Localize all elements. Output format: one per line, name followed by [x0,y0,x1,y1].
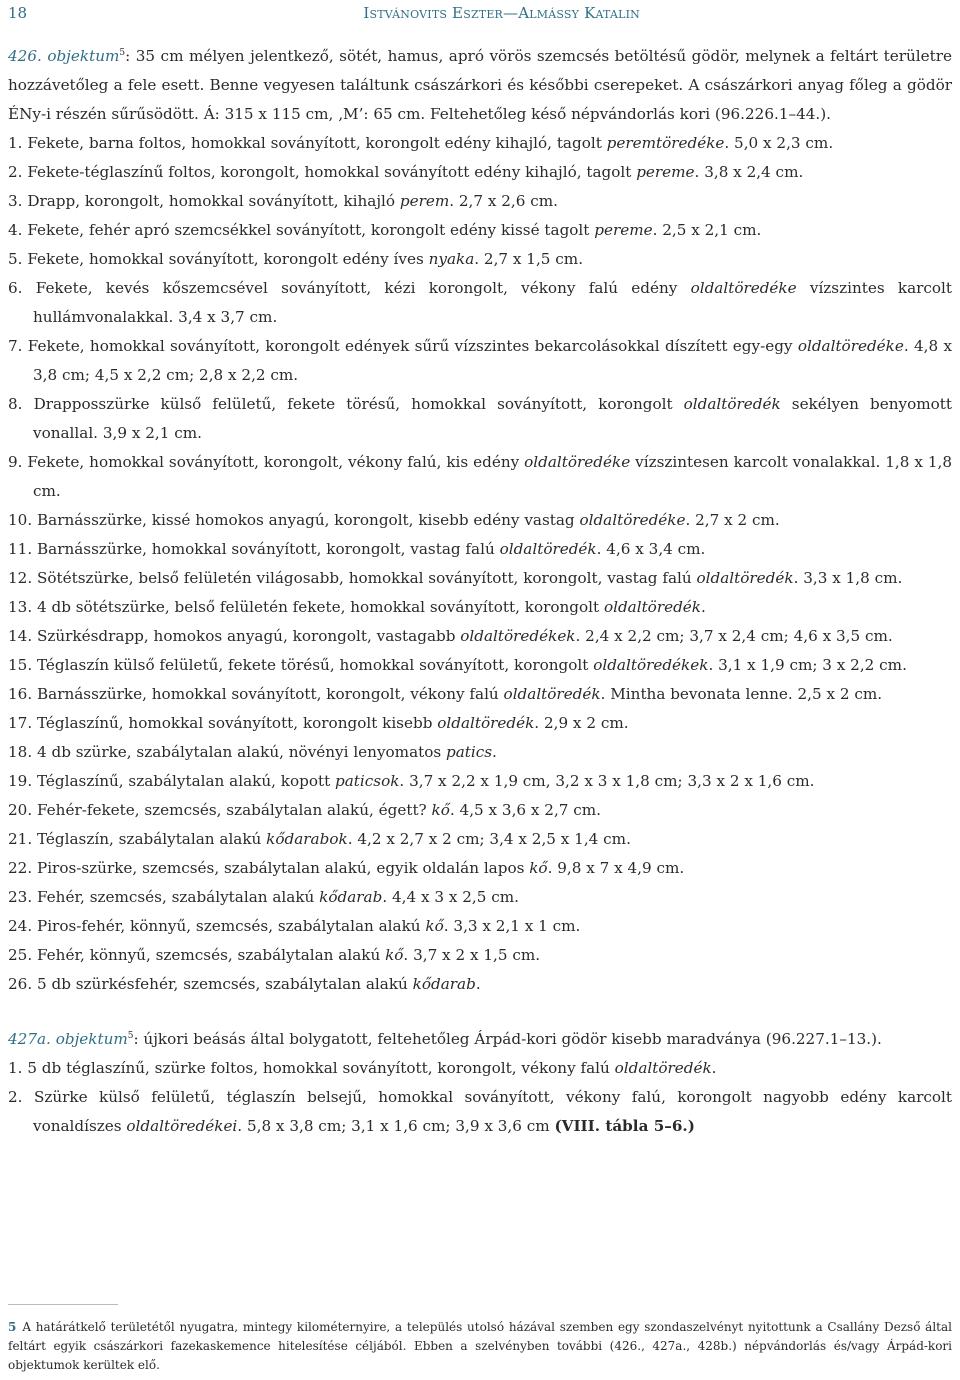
list-item [8,796,952,825]
item-measure: . 2,4 x 2,2 cm; 3,7 x 2,4 cm; 4,6 x 3,5 cm. [575,627,893,645]
list-item [8,274,952,332]
item-term: kődarab [319,888,383,906]
footnote-number: 5 [8,1320,17,1334]
list-item [8,854,952,883]
footnote [8,1318,952,1375]
item-measure: sekélyen benyomott vonallal. 3,9 x 2,1 cm. [33,395,952,442]
item-measure: . 3,3 x 1,8 cm. [793,569,903,587]
item-term: oldaltöredékek [460,627,576,645]
item-term: kődarab [412,975,476,993]
list-item [8,912,952,941]
running-title: Istvánovits Eszter—Almássy Katalin [363,4,640,22]
item-measure: . 2,7 x 2,6 cm. [449,192,558,210]
list-item [8,158,952,187]
item-measure: . 3,8 x 2,4 cm. [694,163,804,181]
object-text: : 35 cm mélyen jelentkező, sötét, hamus, apró vörös szemcsés betöltésű gödör, melynek a feltárt területre hozzávetőleg a fele esett. Benne vegyesen találtunk császárkori és későbbi cserepeket. A császárkori anyag főleg a gödör ÉNy-i részén sűrűsödött. Á: 315 x 115 cm, ‚M’: 65 cm. Feltehetőleg késő népvándorlás kori (96.226.1–44.). [8,47,952,123]
item-term: oldaltöredéke [797,337,904,355]
item-term: patics [446,743,493,761]
list-item [8,622,952,651]
item-text: 5. Fekete, homokkal soványított, korongolt edény íves [8,250,429,268]
item-text: 8. Drapposszürke külső felületű, fekete törésű, homokkal soványított, korongolt [8,395,684,413]
item-measure: . [475,975,481,993]
list-item [8,216,952,245]
list-item [8,767,952,796]
item-text: 6. Fekete, kevés kőszemcsével soványított, kézi korongolt, vékony falú edény [8,279,691,297]
item-text: 15. Téglaszín külső felületű, fekete törésű, homokkal soványított, korongolt [8,656,594,674]
object-text: : újkori beásás által bolygatott, feltehetőleg Árpád-kori gödör kisebb maradványa (96.227.1–13.). [133,1030,882,1048]
item-text: 24. Piros-fehér, könnyű, szemcsés, szabálytalan alakú [8,917,426,935]
item-measure: . 2,7 x 1,5 cm. [474,250,584,268]
item-term: nyaka [428,250,475,268]
item-measure: . [700,598,706,616]
item-measure: . 3,7 x 2,2 x 1,9 cm, 3,2 x 3 x 1,8 cm; 3,3 x 2 x 1,6 cm. [399,772,815,790]
list-item [8,593,952,622]
main-text [8,42,952,1141]
list-item [8,564,952,593]
item-term: oldaltöredék [603,598,701,616]
item-text: 10. Barnásszürke, kissé homokos anyagú, korongolt, kisebb edény vastag [8,511,580,529]
item-text: 20. Fehér-fekete, szemcsés, szabálytalan alakú, égett? [8,801,432,819]
item-text: 4. Fekete, fehér apró szemcsékkel soványított, korongolt edény kissé tagolt [8,221,595,239]
plate-reference: (VIII. tábla 5–6.) [554,1117,695,1135]
item-text: 19. Téglaszínű, szabálytalan alakú, kopott [8,772,336,790]
item-text: 2. Szürke külső felületű, téglaszín belsejű, homokkal soványított, vékony falú, korongolt nagyobb edény karcolt vonaldíszes [8,1088,952,1135]
item-term: oldaltöredék [614,1059,712,1077]
item-text: 21. Téglaszín, szabálytalan alakú [8,830,267,848]
footnote-text: A határátkelő területétől nyugatra, mintegy kilométernyire, a település utolsó házával szemben egy szondaszelvényt nyitottunk a Csallány Dezső által feltárt egyik császárkori fazekaskemence hitelesítése céljából. Ebben a szelvényben további (426., 427a., 428b.) népvándorlás és/vagy Árpád-kori objektumok kerültek elő. [8,1320,952,1372]
item-term: oldaltöredékek [593,656,709,674]
footnote-rule [8,1304,118,1305]
item-text: 13. 4 db sötétszürke, belső felületén fekete, homokkal soványított, korongolt [8,598,604,616]
item-text: 26. 5 db szürkésfehér, szemcsés, szabálytalan alakú [8,975,413,993]
item-measure: . 2,5 x 2,1 cm. [652,221,762,239]
item-measure: . 3,1 x 1,9 cm; 3 x 2,2 cm. [708,656,907,674]
object-label: 426. objektum [8,47,120,65]
item-text: 14. Szürkésdrapp, homokos anyagú, korongolt, vastagabb [8,627,461,645]
item-term: oldaltöredék [437,714,535,732]
item-text: 11. Barnásszürke, homokkal soványított, korongolt, vastag falú [8,540,500,558]
item-measure: . 4,4 x 3 x 2,5 cm. [382,888,519,906]
item-term: kő [529,859,548,877]
item-measure: . 2,9 x 2 cm. [534,714,629,732]
item-term: pereme [636,163,695,181]
item-text: 25. Fehér, könnyű, szemcsés, szabálytalan alakú [8,946,386,964]
list-item [8,245,952,274]
item-term: oldaltöredéke [579,511,686,529]
footnote-ref[interactable]: 5 [127,1030,134,1041]
item-text: 1. 5 db téglaszínű, szürke foltos, homokkal soványított, korongolt, vékony falú [8,1059,615,1077]
object-label: 427a. objektum [8,1030,128,1048]
item-term: oldaltöredék [499,540,597,558]
list-item [8,129,952,158]
list-item [8,825,952,854]
item-measure: . 3,3 x 2,1 x 1 cm. [443,917,581,935]
item-text: 2. Fekete-téglaszínű foltos, korongolt, homokkal soványított edény kihajló, tagolt [8,163,637,181]
list-item [8,680,952,709]
item-measure: . [492,743,497,761]
item-measure: . 4,8 x 3,8 cm; 4,5 x 2,2 cm; 2,8 x 2,2 cm. [33,337,953,384]
item-text: 16. Barnásszürke, homokkal soványított, korongolt, vékony falú [8,685,504,703]
item-term: kő [431,801,450,819]
item-term: oldaltöredék [683,395,781,413]
item-text: 17. Téglaszínű, homokkal soványított, korongolt kisebb [8,714,438,732]
item-measure: . [711,1059,717,1077]
item-term: oldaltöredék [696,569,794,587]
list-item [8,535,952,564]
object-426-items [8,129,952,999]
item-term: pereme [594,221,653,239]
list-item [8,448,952,506]
item-measure: . 4,6 x 3,4 cm. [596,540,706,558]
item-term: perem [399,192,450,210]
item-text: 12. Sötétszürke, belső felületén világosabb, homokkal soványított, korongolt, vastag falú [8,569,697,587]
item-term: paticsok [335,772,400,790]
item-measure: . 3,7 x 2 x 1,5 cm. [403,946,541,964]
item-text: 18. 4 db szürke, szabálytalan alakú, növényi lenyomatos [8,743,446,761]
list-item [8,970,952,999]
object-427a-items [8,1054,952,1141]
item-text: 3. Drapp, korongolt, homokkal soványított, kihajló [8,192,400,210]
item-text: 7. Fekete, homokkal soványított, korongolt edények sűrű vízszintes bekarcolásokkal díszített egy-egy [8,337,798,355]
page-number: 18 [8,4,28,22]
footnote-ref[interactable]: 5 [119,47,126,58]
list-item [8,651,952,680]
item-text: 23. Fehér, szemcsés, szabálytalan alakú [8,888,320,906]
item-term: kő [385,946,404,964]
item-term: oldaltöredéke [690,279,797,297]
item-term: peremtöredéke [606,134,725,152]
item-text: 22. Piros-szürke, szemcsés, szabálytalan alakú, egyik oldalán lapos [8,859,530,877]
item-term: oldaltöredék [503,685,601,703]
item-measure: vízszintesen karcolt vonalakkal. 1,8 x 1,8 cm. [33,453,952,500]
item-text: 9. Fekete, homokkal soványított, korongolt, vékony falú, kis edény [8,453,525,471]
item-measure: . 5,8 x 3,8 cm; 3,1 x 1,6 cm; 3,9 x 3,6 cm [237,1117,555,1135]
item-measure: . 4,5 x 3,6 x 2,7 cm. [449,801,602,819]
item-term: oldaltöredéke [524,453,631,471]
item-measure: . 5,0 x 2,3 cm. [724,134,834,152]
list-item [8,506,952,535]
item-measure: . 9,8 x 7 x 4,9 cm. [547,859,685,877]
item-text: 1. Fekete, barna foltos, homokkal soványított, korongolt edény kihajló, tagolt [8,134,607,152]
item-term: kő [425,917,444,935]
list-item [8,709,952,738]
list-item [8,1054,952,1083]
list-item [8,390,952,448]
item-measure: . Mintha bevonata lenne. 2,5 x 2 cm. [600,685,883,703]
list-item [8,187,952,216]
list-item [8,941,952,970]
item-term: oldaltöredékei [126,1117,238,1135]
list-item [8,738,952,767]
item-measure: vízszintes karcolt hullámvonalakkal. 3,4 x 3,7 cm. [33,279,952,326]
list-item [8,883,952,912]
item-term: kődarabok [266,830,348,848]
object-426-description [8,42,952,129]
item-measure: . 4,2 x 2,7 x 2 cm; 3,4 x 2,5 x 1,4 cm. [347,830,631,848]
list-item [8,1083,952,1141]
item-measure: . 2,7 x 2 cm. [685,511,780,529]
object-427a-description [8,1025,952,1054]
list-item [8,332,952,390]
